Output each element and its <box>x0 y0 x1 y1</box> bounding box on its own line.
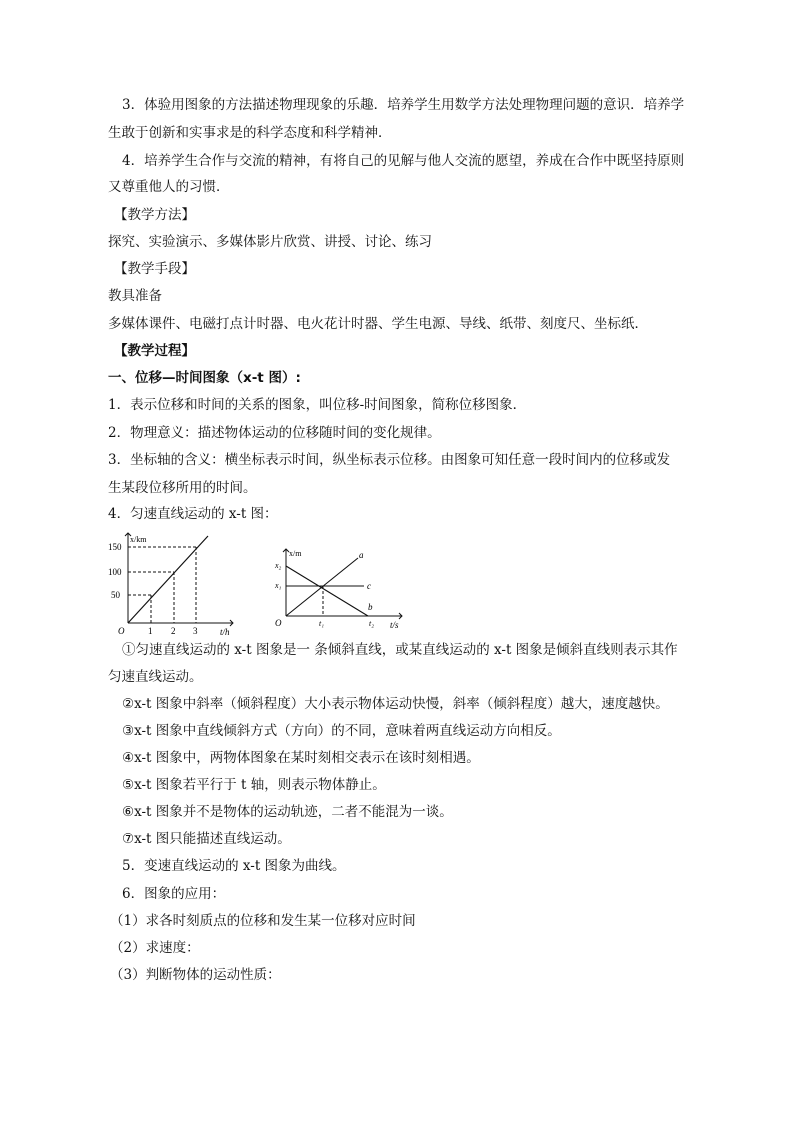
paragraph-line: （1）求各时刻质点的位移和发生某一位移对应时间 <box>110 913 416 929</box>
paragraph-line: ②x-t 图象中斜率（倾斜程度）大小表示物体运动快慢，斜率（倾斜程度）越大，速度越快。 <box>122 696 669 712</box>
y-tick-label: x₂ <box>275 561 282 570</box>
paragraph-line: 3．体验用图象的方法描述物理现象的乐趣．培养学生用数学方法处理物理问题的意识．培养学 <box>122 97 685 113</box>
section-heading: 【教学方法】 <box>114 207 195 223</box>
line-label-b: b <box>368 602 373 612</box>
x-tick-label: 3 <box>193 626 198 636</box>
paragraph-line: ③x-t 图象中直线倾斜方式（方向）的不同，意味着两直线运动方向相反。 <box>122 723 561 739</box>
y-axis-label: x/km <box>130 535 147 544</box>
paragraph-line: 4．培养学生合作与交流的精神，有将自己的见解与他人交流的愿望，养成在合作中既坚持原则 <box>122 153 685 169</box>
paragraph-line: 5．变速直线运动的 x-t 图象为曲线。 <box>122 858 346 874</box>
paragraph-line: ⑦x-t 图只能描述直线运动。 <box>122 831 291 847</box>
paragraph-line: 1．表示位移和时间的关系的图象，叫位移-时间图象，简称位移图象． <box>108 397 527 413</box>
x-tick-label: t₂ <box>369 619 375 628</box>
line-a <box>286 558 358 616</box>
paragraph-line: 生某段位移所用的时间。 <box>108 480 257 496</box>
y-tick-label: 50 <box>111 590 120 600</box>
paragraph-line: 4．匀速直线运动的 x-t 图： <box>108 506 278 522</box>
paragraph-line: 2．物理意义：描述物体运动的位移随时间的变化规律。 <box>108 425 441 441</box>
section-heading: 一、位移—时间图象（x-t 图）: <box>108 370 301 386</box>
x-tick-label: t₁ <box>319 619 325 628</box>
section-heading: 【教学手段】 <box>114 261 195 277</box>
origin-label: O <box>275 618 282 628</box>
xt-graph-abc <box>272 544 407 634</box>
x-axis-label: t/h <box>220 627 230 637</box>
paragraph-line: （2）求速度： <box>110 940 200 956</box>
paragraph-line: 探究、实验演示、多媒体影片欣赏、讲授、讨论、练习 <box>108 234 432 250</box>
paragraph-line: ⑥x-t 图象并不是物体的运动轨迹，二者不能混为一谈。 <box>122 804 453 820</box>
xt-graph-km <box>108 528 238 638</box>
line-b <box>286 566 368 616</box>
section-heading: 【教学过程】 <box>114 343 195 359</box>
paragraph-line: 教具准备 <box>108 288 162 304</box>
y-tick-label: 100 <box>108 567 122 577</box>
paragraph-line: 6．图象的应用： <box>122 886 226 902</box>
y-axis-label: x/m <box>289 549 302 558</box>
paragraph-line: ⑤x-t 图象若平行于 t 轴，则表示物体静止。 <box>122 777 386 793</box>
x-tick-label: 1 <box>148 626 153 636</box>
line-label-c: c <box>367 581 371 591</box>
y-tick-label: 150 <box>108 542 122 552</box>
paragraph-line: 多媒体课件、电磁打点计时器、电火花计时器、学生电源、导线、纸带、刻度尺、坐标纸． <box>108 316 648 332</box>
paragraph-line: （3）判断物体的运动性质： <box>110 967 281 983</box>
y-tick-label: x₁ <box>275 581 282 590</box>
paragraph-line: 匀速直线运动。 <box>108 669 203 685</box>
paragraph-line: 又尊重他人的习惯． <box>108 179 230 195</box>
paragraph-line: 3．坐标轴的含义：横坐标表示时间，纵坐标表示位移。由图象可知任意一段时间内的位移或发 <box>108 452 671 468</box>
paragraph-line: 生敢于创新和实事求是的科学态度和科学精神． <box>108 125 392 141</box>
x-tick-label: 2 <box>171 626 176 636</box>
paragraph-line: ④x-t 图象中，两物体图象在某时刻相交表示在该时刻相遇。 <box>122 750 480 766</box>
line-label-a: a <box>359 550 364 560</box>
paragraph-line: ①匀速直线运动的 x-t 图象是一 条倾斜直线，或某直线运动的 x-t 图象是倾斜直线则表示其作 <box>122 642 678 658</box>
origin-label: O <box>118 626 125 636</box>
x-axis-label: t/s <box>390 620 399 630</box>
